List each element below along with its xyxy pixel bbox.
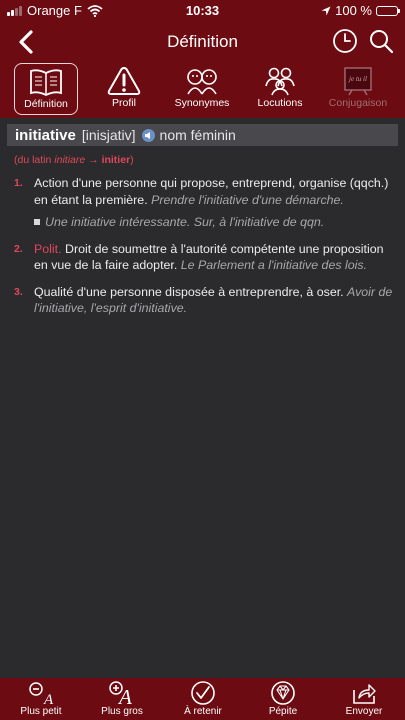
sense-bullet-example [34, 214, 398, 231]
sense-domain: Polit. [34, 241, 62, 256]
grammatical-category: nom féminin [159, 127, 236, 143]
tab-label: Locutions [257, 97, 303, 109]
tab-definition[interactable] [14, 63, 78, 115]
blackboard-icon [340, 66, 376, 96]
toolbar-label: Plus petit [20, 706, 62, 717]
section-tab-bar [0, 62, 405, 118]
navigation-bar [0, 22, 405, 62]
battery-percent: 100 % [335, 3, 372, 18]
pepite-button[interactable] [243, 680, 323, 717]
share-icon [350, 680, 378, 706]
status-bar [0, 0, 405, 22]
smaller-text-icon [27, 680, 55, 706]
definition-entry [7, 124, 398, 317]
svg-text:A: A [119, 685, 132, 706]
etymology [14, 154, 398, 166]
battery-icon [376, 6, 398, 16]
tab-label: Définition [24, 98, 68, 110]
sense-example: Le Parlement a l'initiative des lois. [180, 258, 368, 272]
send-button[interactable] [324, 680, 404, 717]
tab-label: Conjugaison [328, 97, 388, 109]
phonetic: [inisjativ] [81, 127, 136, 143]
blackboard-text: je tu il [349, 75, 367, 83]
remember-button[interactable] [163, 680, 243, 717]
book-icon [28, 67, 64, 97]
checkmark-circle-icon [189, 680, 217, 706]
headword-bar [7, 124, 398, 146]
bigger-text-button[interactable] [82, 680, 162, 717]
etymology-arrow: → [85, 154, 102, 166]
sense-definition: Qualité d'une personne disposée à entreprendre, à oser. [34, 284, 344, 299]
sense-3 [7, 284, 398, 317]
diamond-icon [269, 680, 297, 706]
tab-conjugaison[interactable] [326, 63, 390, 115]
warning-icon [106, 66, 142, 96]
sense-number: 2. [14, 242, 23, 255]
sense-definition: Droit de soumettre à l'autorité compétente une proposition en vue de la faire adopter. [34, 241, 384, 272]
toolbar-label: À retenir [184, 706, 222, 717]
sense-1 [7, 175, 398, 231]
etymology-related-word[interactable]: initier [101, 154, 131, 166]
tab-synonymes[interactable] [170, 63, 234, 115]
history-clock-icon[interactable] [331, 27, 359, 55]
sense-example: Prendre l'initiative d'une démarche. [151, 192, 344, 207]
svg-text:A: A [44, 692, 54, 706]
toolbar-label: Plus gros [101, 706, 143, 717]
toolbar-label: Pépite [268, 706, 298, 717]
clock: 10:33 [185, 3, 220, 18]
etymology-latin: initiare [54, 154, 86, 166]
bottom-toolbar [0, 678, 405, 720]
tab-label: Synonymes [174, 97, 230, 109]
sense-number: 3. [14, 285, 23, 298]
sense-example: Avoir de l'initiative, l'esprit d'initiative. [34, 284, 393, 315]
sense-number: 1. [14, 177, 23, 189]
twins-icon [184, 66, 220, 96]
speaker-icon[interactable] [142, 129, 155, 142]
etymology-suffix: ) [130, 154, 134, 166]
sense-2 [7, 241, 398, 274]
page-title: Définition [167, 32, 238, 51]
location-arrow-icon [321, 6, 331, 16]
toolbar-label: Envoyer [345, 706, 383, 717]
search-icon[interactable] [367, 27, 395, 55]
smaller-text-button[interactable] [1, 680, 81, 717]
square-bullet-icon [34, 219, 40, 225]
bullet-example-text: Une initiative intéressante. Sur, à l'initiative de qqn. [45, 215, 325, 229]
carrier-label: Orange F [27, 3, 82, 18]
people-icon [262, 66, 298, 96]
bigger-text-icon [108, 680, 136, 706]
tab-label: Profil [112, 97, 136, 109]
headword: initiative [15, 126, 76, 144]
tab-profil[interactable] [92, 63, 156, 115]
sense-definition: Action d'une personne qui propose, entreprend, organise (qqch.) en étant la première. [34, 176, 389, 207]
etymology-prefix: (du latin [14, 154, 55, 166]
tab-locutions[interactable] [248, 63, 312, 115]
